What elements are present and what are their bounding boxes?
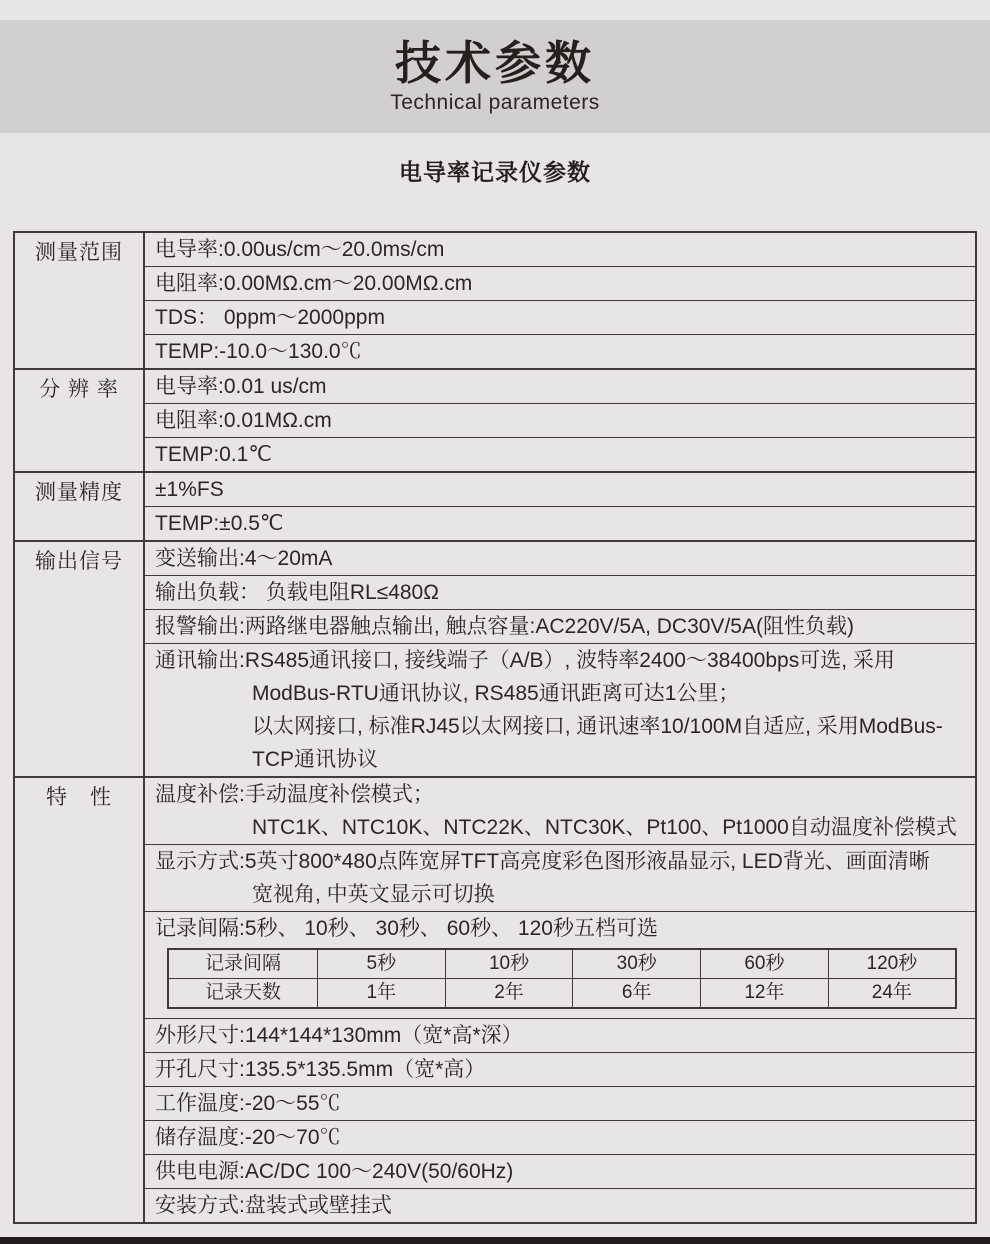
record-table-cell: 1年 — [318, 979, 446, 1009]
spec-line: 储存温度:-20～70℃ — [155, 1126, 341, 1149]
record-table-cell: 24年 — [828, 979, 956, 1009]
spec-line: TDS： 0ppm～2000ppm — [155, 306, 385, 329]
spec-line: TEMP:0.1℃ — [155, 443, 272, 466]
table-row — [14, 576, 976, 610]
spec-value-cell — [144, 1121, 976, 1155]
spec-line: 显示方式:5英寸800*480点阵宽屏TFT高亮度彩色图形液晶显示, LED背光、画面清晰 — [155, 850, 930, 873]
record-table-cell: 120秒 — [828, 949, 956, 979]
section-title: 电导率记录仪参数 — [399, 159, 591, 185]
record-table-cell: 30秒 — [573, 949, 701, 979]
record-table-cell: 2年 — [445, 979, 573, 1009]
spec-line: 宽视角, 中英文显示可切换 — [252, 883, 495, 906]
spec-line: 电阻率:0.00MΩ.cm～20.00MΩ.cm — [155, 272, 473, 295]
page-title: 技术参数 — [395, 36, 595, 89]
table-row — [14, 438, 976, 473]
spec-value-cell — [144, 541, 976, 576]
table-row — [14, 845, 976, 912]
spec-value-cell — [144, 845, 976, 912]
table-row — [14, 777, 976, 845]
spec-line: 报警输出:两路继电器触点输出, 触点容量:AC220V/5A, DC30V/5A(阻性负载) — [155, 615, 854, 638]
spec-table-body — [14, 232, 976, 1223]
spec-line: ModBus-RTU通讯协议, RS485通讯距离可达1公里； — [252, 682, 740, 705]
footer-bar — [0, 1237, 990, 1244]
spec-value-cell — [144, 777, 976, 845]
spec-table — [13, 231, 977, 1224]
spec-value-cell — [144, 912, 976, 1019]
row-group-label: 输出信号 — [14, 541, 144, 777]
header-band — [0, 20, 990, 133]
spec-line: TCP通讯协议 — [252, 748, 378, 771]
record-table-cell: 60秒 — [701, 949, 829, 979]
spec-value-cell — [144, 472, 976, 507]
spec-line: 电阻率:0.01MΩ.cm — [155, 409, 332, 432]
spec-line: 输出负载： 负载电阻RL≤480Ω — [155, 581, 439, 604]
record-table-cell: 记录天数 — [168, 979, 318, 1009]
record-capacity-table — [167, 948, 957, 1009]
record-table-cell: 5秒 — [318, 949, 446, 979]
spec-value-cell — [144, 1087, 976, 1121]
spec-value-cell — [144, 232, 976, 267]
table-row — [14, 369, 976, 404]
spec-line: 开孔尺寸:135.5*135.5mm（宽*高） — [155, 1058, 486, 1081]
table-row — [14, 610, 976, 644]
spec-line: 以太网接口, 标准RJ45以太网接口, 通讯速率10/100M自适应, 采用ModBus- — [252, 715, 943, 738]
record-table-cell: 12年 — [701, 979, 829, 1009]
spec-line: 供电电源:AC/DC 100～240V(50/60Hz) — [155, 1160, 514, 1183]
spec-line: 电导率:0.01 us/cm — [155, 375, 327, 398]
spec-value-cell — [144, 301, 976, 335]
spec-line: 安装方式:盘装式或壁挂式 — [155, 1194, 392, 1217]
spec-line: TEMP:-10.0～130.0℃ — [155, 340, 362, 363]
spec-line: NTC1K、NTC10K、NTC22K、NTC30K、Pt100、Pt1000自动温度补偿模式 — [252, 816, 957, 839]
table-row — [14, 1087, 976, 1121]
spec-value-cell — [144, 267, 976, 301]
table-row — [14, 912, 976, 1019]
spec-value-cell — [144, 507, 976, 542]
spec-line: 记录间隔:5秒、 10秒、 30秒、 60秒、 120秒五档可选 — [155, 917, 658, 940]
record-table-row — [168, 979, 956, 1009]
spec-value-cell — [144, 644, 976, 778]
spec-value-cell — [144, 1155, 976, 1189]
spec-value-cell — [144, 576, 976, 610]
record-table-cell: 10秒 — [445, 949, 573, 979]
spec-value-cell — [144, 610, 976, 644]
record-table-cell: 6年 — [573, 979, 701, 1009]
table-row — [14, 644, 976, 778]
table-row — [14, 1155, 976, 1189]
record-table-cell: 记录间隔 — [168, 949, 318, 979]
spec-value-cell — [144, 1019, 976, 1053]
spec-value-cell — [144, 404, 976, 438]
spec-line: 温度补偿:手动温度补偿模式； — [155, 783, 434, 806]
spec-line: 电导率:0.00us/cm～20.0ms/cm — [155, 238, 445, 261]
table-row — [14, 335, 976, 370]
row-group-label: 特 性 — [14, 777, 144, 1223]
row-group-label: 测量精度 — [14, 472, 144, 541]
spec-line: 变送输出:4～20mA — [155, 547, 333, 570]
table-row — [14, 232, 976, 267]
spec-line: 外形尺寸:144*144*130mm（宽*高*深） — [155, 1024, 523, 1047]
row-group-label: 分 辨 率 — [14, 369, 144, 472]
table-row — [14, 301, 976, 335]
table-row — [14, 1189, 976, 1224]
table-row — [14, 1053, 976, 1087]
spec-value-cell — [144, 369, 976, 404]
row-group-label: 测量范围 — [14, 232, 144, 369]
spec-value-cell — [144, 335, 976, 370]
table-row — [14, 267, 976, 301]
page-subtitle: Technical parameters — [390, 91, 600, 115]
table-row — [14, 507, 976, 542]
table-row — [14, 472, 976, 507]
record-table-row — [168, 949, 956, 979]
table-row — [14, 404, 976, 438]
spec-line: TEMP:±0.5℃ — [155, 512, 284, 535]
spec-line: 通讯输出:RS485通讯接口, 接线端子（A/B）, 波特率2400～38400bps可选, 采用 — [155, 649, 895, 672]
spec-line: 工作温度:-20～55℃ — [155, 1092, 341, 1115]
spec-value-cell — [144, 1053, 976, 1087]
spec-value-cell — [144, 1189, 976, 1224]
table-row — [14, 1121, 976, 1155]
table-row — [14, 1019, 976, 1053]
spec-line: ±1%FS — [155, 478, 224, 501]
table-row — [14, 541, 976, 576]
spec-value-cell — [144, 438, 976, 473]
